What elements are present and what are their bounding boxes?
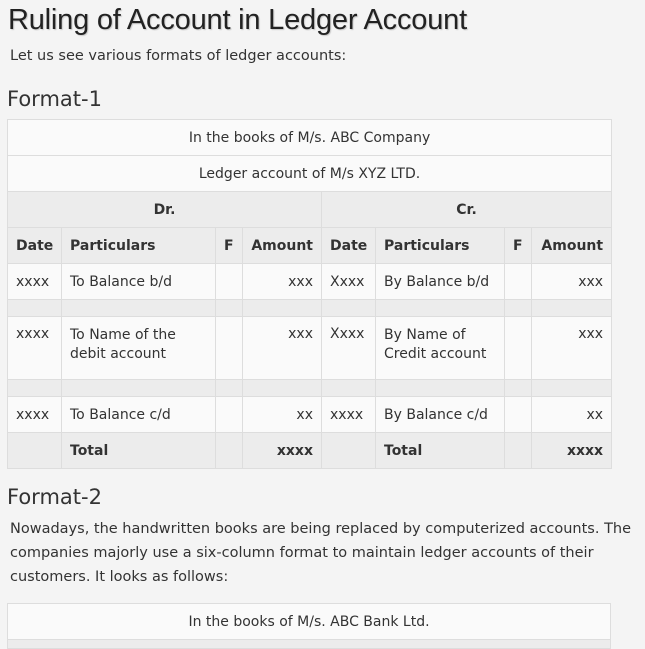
total-amount: xxxx — [243, 433, 322, 469]
table-cell: By Balance b/d — [376, 264, 505, 300]
cr-label: Cr. — [322, 192, 612, 228]
table-cell — [505, 300, 532, 317]
table-cell: xxx — [532, 264, 612, 300]
total-label: Total — [376, 433, 505, 469]
column-header: Amount — [243, 228, 322, 264]
page-title: Ruling of Account in Ledger Account — [8, 4, 467, 36]
table-cell — [505, 433, 532, 469]
table-cell: Xxxx — [322, 317, 376, 380]
table-cell — [505, 264, 532, 300]
table-cell: xxxx — [8, 264, 62, 300]
book-line: In the books of M/s. ABC Company — [8, 120, 612, 156]
ledger-table-format-1 — [7, 119, 612, 469]
intro-text: Let us see various formats of ledger accounts: — [10, 48, 347, 64]
table-cell: xxx — [532, 317, 612, 380]
table-cell — [216, 264, 243, 300]
table-row-spacer — [8, 300, 612, 317]
table-cell: xx — [243, 397, 322, 433]
table-cell: xxxx — [322, 397, 376, 433]
table-cell — [216, 433, 243, 469]
table-cell — [532, 380, 612, 397]
table-cell: To Balance c/d — [62, 397, 216, 433]
column-header: Date — [322, 228, 376, 264]
table-cell — [8, 380, 62, 397]
book-line-row — [8, 604, 611, 640]
ledger-table-format-2 — [7, 603, 611, 649]
table-cell — [532, 300, 612, 317]
table-cell — [376, 380, 505, 397]
table-cell: By Balance c/d — [376, 397, 505, 433]
column-header-row — [8, 228, 612, 264]
column-header: F — [505, 228, 532, 264]
table-cell — [216, 300, 243, 317]
table-cell — [243, 380, 322, 397]
format-1-heading: Format-1 — [7, 87, 102, 111]
format-2-paragraph: Nowadays, the handwritten books are being replaced by computerized accounts. The companies majorly use a six-column format to maintain ledger accounts of their customers. It looks as follows: — [10, 521, 632, 585]
column-header: Particulars — [62, 228, 216, 264]
table-cell — [8, 640, 611, 649]
table-cell: To Balance b/d — [62, 264, 216, 300]
table-cell — [505, 380, 532, 397]
column-header: Date — [8, 228, 62, 264]
table-cell: xxx — [243, 317, 322, 380]
dr-label: Dr. — [8, 192, 322, 228]
table-cell: By Name of Credit account — [376, 317, 505, 380]
table-cell — [322, 300, 376, 317]
column-header: Particulars — [376, 228, 505, 264]
table-cell — [216, 380, 243, 397]
table-cell: xxxx — [8, 317, 62, 380]
table-cell: To Name of the debit account — [62, 317, 216, 380]
table-cell — [505, 317, 532, 380]
table-row-partial — [8, 640, 611, 649]
total-amount: xxxx — [532, 433, 612, 469]
total-label: Total — [62, 433, 216, 469]
table-cell — [8, 300, 62, 317]
table-cell — [62, 380, 216, 397]
table-row — [8, 264, 612, 300]
table-cell — [322, 433, 376, 469]
format-2-heading: Format-2 — [7, 485, 102, 509]
book-line: In the books of M/s. ABC Bank Ltd. — [8, 604, 611, 640]
dr-cr-row — [8, 192, 612, 228]
table-cell: xxx — [243, 264, 322, 300]
column-header: F — [216, 228, 243, 264]
table-cell: xxxx — [8, 397, 62, 433]
table-cell — [8, 433, 62, 469]
table-cell — [62, 300, 216, 317]
account-line: Ledger account of M/s XYZ LTD. — [8, 156, 612, 192]
account-line-row — [8, 156, 612, 192]
table-cell: Xxxx — [322, 264, 376, 300]
table-cell — [376, 300, 505, 317]
column-header: Amount — [532, 228, 612, 264]
table-row — [8, 397, 612, 433]
table-cell — [216, 317, 243, 380]
table-row-spacer — [8, 380, 612, 397]
table-cell — [322, 380, 376, 397]
table-cell: xx — [532, 397, 612, 433]
total-row — [8, 433, 612, 469]
table-cell — [505, 397, 532, 433]
table-cell — [216, 397, 243, 433]
book-line-row — [8, 120, 612, 156]
table-row — [8, 317, 612, 380]
table-cell — [243, 300, 322, 317]
